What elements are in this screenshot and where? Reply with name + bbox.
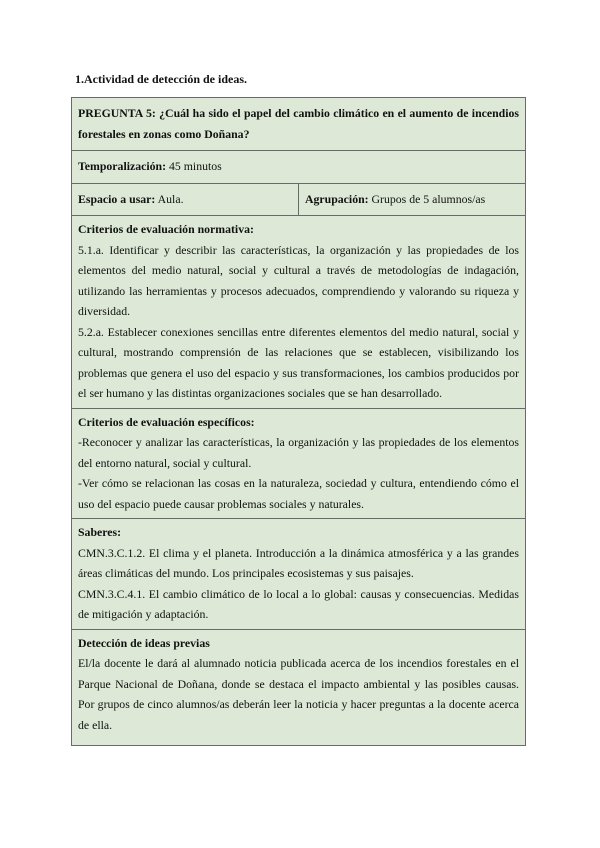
space-cell [72,183,299,216]
prior-ideas-text: El/la docente le dará al alumnado noticia publicada acerca de los incendios forestales en el Parque Nacional de Doñana, donde se destaca el impacto ambiental y las posibles causas. Por grupos de cinco alumnos/as deberán leer la noticia y hacer preguntas a la docente acerca de ella. [78,656,519,732]
timing-label: Temporalización: [78,159,167,173]
specific-criterion-item: -Ver cómo se relacionan las cosas en la naturaleza, sociedad y cultura, entendiendo cómo el uso del espacio puede causar problemas sociales y naturales. [78,476,519,511]
space-value: Aula. [155,191,184,206]
knowledge-cell [72,519,526,630]
specific-criteria-row [72,408,526,519]
prior-ideas-title: Detección de ideas previas [78,635,210,650]
grouping-value: Grupos de 5 alumnos/as [368,191,486,206]
knowledge-item: CMN.3.C.4.1. El cambio climático de lo local a lo global: causas y consecuencias. Medidas de mitigación y adaptación. [78,586,519,621]
normative-criteria-title: Criterios de evaluación normativa: [78,222,254,236]
prior-ideas-row [72,629,526,746]
normative-criteria-cell [72,216,526,409]
activity-table [71,97,526,746]
space-label: Espacio a usar: [78,191,156,206]
grouping-cell [299,183,526,216]
question-row [72,98,526,151]
prior-ideas-cell [72,629,526,746]
normative-criteria-row [72,216,526,409]
specific-criterion-item: -Reconocer y analizar las características, la organización y las propiedades de los elementos del entorno natural, social y cultural. [78,435,519,470]
specific-criteria-title: Criterios de evaluación específicos: [78,414,255,429]
timing-cell [72,151,526,184]
normative-criterion-item: 5.2.a. Establecer conexiones sencillas entre diferentes elementos del medio natural, social y cultural, mostrando comprensión de las relaciones que se establecen, visibilizando los problemas que genera el uso del espacio y sus transformaciones, los cambios producidos por el ser humano y las distintas organizaciones sociales que se han desarrollado. [78,324,519,400]
timing-row [72,151,526,184]
specific-criteria-cell [72,408,526,519]
knowledge-row [72,519,526,630]
question-text: PREGUNTA 5: ¿Cuál ha sido el papel del cambio climático en el aumento de incendios forestales en zonas como Doñana? [72,98,526,151]
section-heading: 1.Actividad de detección de ideas. [75,72,247,86]
knowledge-item: CMN.3.C.1.2. El clima y el planeta. Introducción a la dinámica atmosférica y a las grandes áreas climáticas del mundo. Los principales ecosistemas y sus paisajes. [78,545,519,580]
grouping-label: Agrupación: [305,191,369,206]
space-grouping-row [72,183,526,216]
normative-criterion-item: 5.1.a. Identificar y describir las características, la organización y las propiedades de los elementos del medio natural, social y cultural a través de metodologías de indagación, utilizando las herramientas y procesos adecuados, comprendiendo y valorando su riqueza y diversidad. [78,242,519,318]
knowledge-title: Saberes: [78,525,122,539]
timing-value: 45 minutos [166,159,222,173]
